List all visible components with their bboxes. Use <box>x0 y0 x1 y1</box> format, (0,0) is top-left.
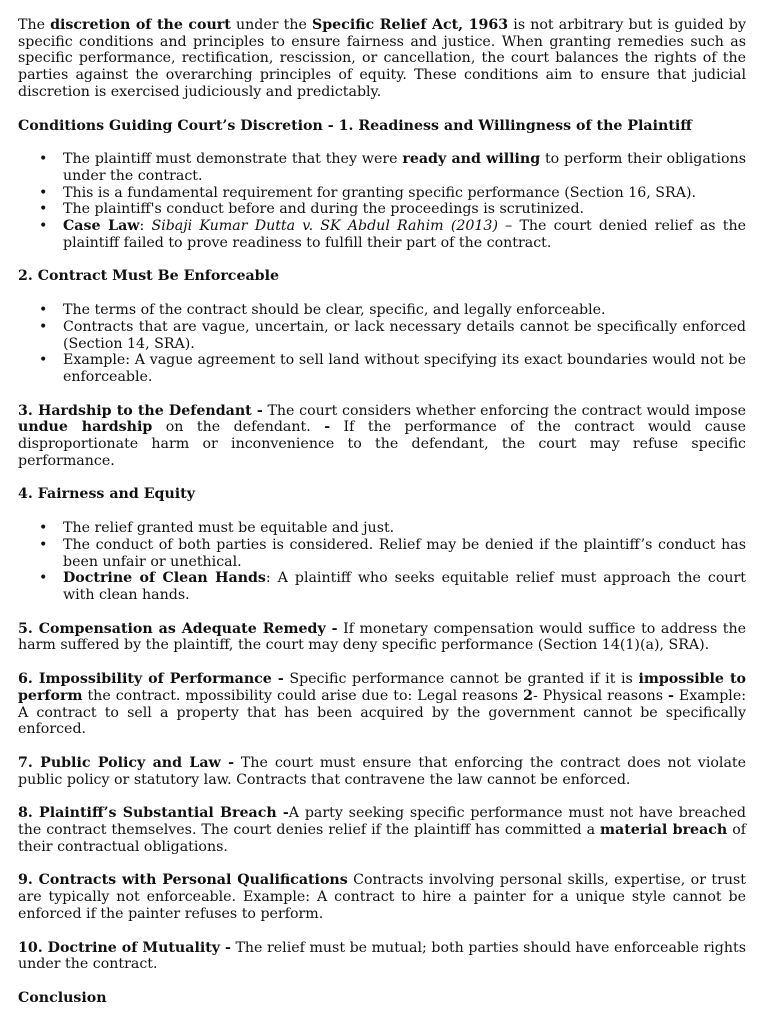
document-page <box>18 17 746 1007</box>
section-7-paragraph <box>18 755 746 788</box>
section-6-paragraph <box>18 671 746 738</box>
section-10-paragraph <box>18 940 746 973</box>
bullet-icon: • <box>39 218 48 235</box>
section-6-heading: 6. Impossibility of Performance - <box>18 671 284 688</box>
item-text: The relief granted must be equitable and just. <box>63 520 395 537</box>
section-1-heading: Conditions Guiding Court’s Discretion - 1. Readiness and Willingness of the Plaintiff <box>18 117 692 134</box>
item-text: The terms of the contract should be clear, specific, and legally enforceable. <box>63 302 606 319</box>
section-3-heading: 3. Hardship to the Defendant - <box>18 402 263 419</box>
list-item <box>18 151 746 184</box>
bullet-icon: • <box>39 151 48 168</box>
item-text: This is a fundamental requirement for granting specific performance (Section 16, SRA). <box>63 184 696 201</box>
paragraph-text: Example: A contract to sell a property that has been acquired by the government cannot be specifically enforced. <box>18 687 746 738</box>
bullet-icon: • <box>39 201 48 218</box>
paragraph-text: the contract. mpossibility could arise due to: Legal reasons <box>82 687 524 704</box>
section-3-paragraph <box>18 403 746 470</box>
intro-text-2: under the <box>230 17 312 33</box>
list-item <box>18 352 746 385</box>
item-text: The plaintiff must demonstrate that they were <box>63 151 403 168</box>
case-citation: Sibaji Kumar Dutta v. SK Abdul Rahim (2013) <box>151 218 498 235</box>
bullet-icon: • <box>39 352 48 369</box>
paragraph-text: The court must ensure that enforcing the contract does not violate public policy or statutory law. Contracts that contravene the law cannot be enforced. <box>18 754 746 788</box>
section-1-list <box>18 151 746 251</box>
paragraph-text: Specific performance cannot be granted if it is <box>283 671 639 688</box>
list-item <box>18 319 746 352</box>
section-5-paragraph <box>18 621 746 654</box>
section-5-heading: 5. Compensation as Adequate Remedy - <box>18 620 338 637</box>
section-4-heading: 4. Fairness and Equity <box>18 486 195 503</box>
item-text: The conduct of both parties is considered. Relief may be denied if the plaintiff’s conduct has been unfair or unethical. <box>63 536 746 570</box>
paragraph-bold: 2 <box>523 687 533 704</box>
paragraph-bold: - <box>324 419 331 436</box>
section-2-list <box>18 302 746 386</box>
paragraph-text: The court considers whether enforcing the contract would impose <box>262 402 746 419</box>
bullet-icon: • <box>39 184 48 201</box>
paragraph-bold: - <box>668 687 674 704</box>
item-text: Contracts that are vague, uncertain, or lack necessary details cannot be specifically enforced (Section 14, SRA). <box>63 318 746 352</box>
item-text: The plaintiff's conduct before and during the proceedings is scrutinized. <box>63 201 585 218</box>
list-item <box>18 520 746 537</box>
case-law-label: Case Law <box>63 218 140 235</box>
section-4-list <box>18 520 746 604</box>
bullet-icon: • <box>39 302 48 319</box>
intro-bold-discretion: discretion of the court <box>50 17 231 33</box>
bullet-icon: • <box>39 520 48 537</box>
item-text: – The court denied relief as the plaintiff failed to prove readiness to fulfill their part of the contract. <box>63 218 746 251</box>
paragraph-text: The relief must be mutual; both parties should have enforceable rights under the contract. <box>18 939 746 973</box>
paragraph-bold: undue hardship <box>18 419 153 436</box>
paragraph-text: Contracts involving personal skills, expertise, or trust are typically not enforceable. Example: A contract to hire a painter for a unique style cannot be enforced if the painter refuses to perform. <box>18 872 746 922</box>
section-7-heading: 7. Public Policy and Law - <box>18 754 234 771</box>
item-bold: Doctrine of Clean Hands <box>63 570 266 587</box>
paragraph-text: A party seeking specific performance must not have breached the contract themselves. The court denies relief if the plaintiff has committed a <box>18 805 746 839</box>
item-text: : <box>139 218 152 235</box>
intro-paragraph <box>18 17 746 101</box>
intro-bold-act: Specific Relief Act, 1963 <box>311 17 509 33</box>
item-text: : A plaintiff who seeks equitable relief must approach the court with clean hands. <box>63 570 746 603</box>
paragraph-text: - Physical reasons <box>532 687 669 704</box>
item-text: Example: A vague agreement to sell land without specifying its exact boundaries would not be enforceable. <box>63 352 746 385</box>
list-item <box>18 302 746 319</box>
bullet-icon: • <box>39 318 48 335</box>
list-item <box>18 201 746 218</box>
intro-text-1: The <box>18 17 51 33</box>
paragraph-text: of their contractual obligations. <box>18 822 746 855</box>
list-item <box>18 185 746 202</box>
paragraph-bold: material breach <box>600 822 728 839</box>
section-9-paragraph <box>18 872 746 922</box>
list-item <box>18 570 746 603</box>
section-8-paragraph <box>18 805 746 855</box>
item-bold: ready and willing <box>402 151 541 168</box>
intro-text-3: is not arbitrary but is guided by specific conditions and principles to ensure fairness and justice. When granting remedies such as specific performance, rectification, rescission, or cancellation, the court balances the rights of the parties against the overarching principles of equity. These conditions aim to ensure that judicial discretion is exercised judiciously and predictably. <box>18 17 746 100</box>
conclusion-heading: Conclusion <box>18 989 107 1006</box>
paragraph-text: on the defendant. <box>152 419 325 436</box>
item-text: to perform their obligations under the contract. <box>63 151 746 184</box>
section-8-heading: 8. Plaintiff’s Substantial Breach - <box>18 805 289 822</box>
section-9-heading: 9. Contracts with Personal Qualifications <box>18 872 348 889</box>
list-item <box>18 218 746 251</box>
paragraph-text: If monetary compensation would suffice to address the harm suffered by the plaintiff, the court may deny specific performance (Section 14(1)(a), SRA). <box>18 620 746 654</box>
paragraph-bold: impossible to perform <box>18 671 746 704</box>
bullet-icon: • <box>39 536 48 553</box>
section-10-heading: 10. Doctrine of Mutuality - <box>18 939 231 956</box>
section-2-heading: 2. Contract Must Be Enforceable <box>18 268 279 285</box>
bullet-icon: • <box>39 570 48 587</box>
paragraph-text: If the performance of the contract would cause disproportionate harm or inconvenience to the defendant, the court may refuse specific performance. <box>18 419 746 469</box>
list-item <box>18 537 746 570</box>
